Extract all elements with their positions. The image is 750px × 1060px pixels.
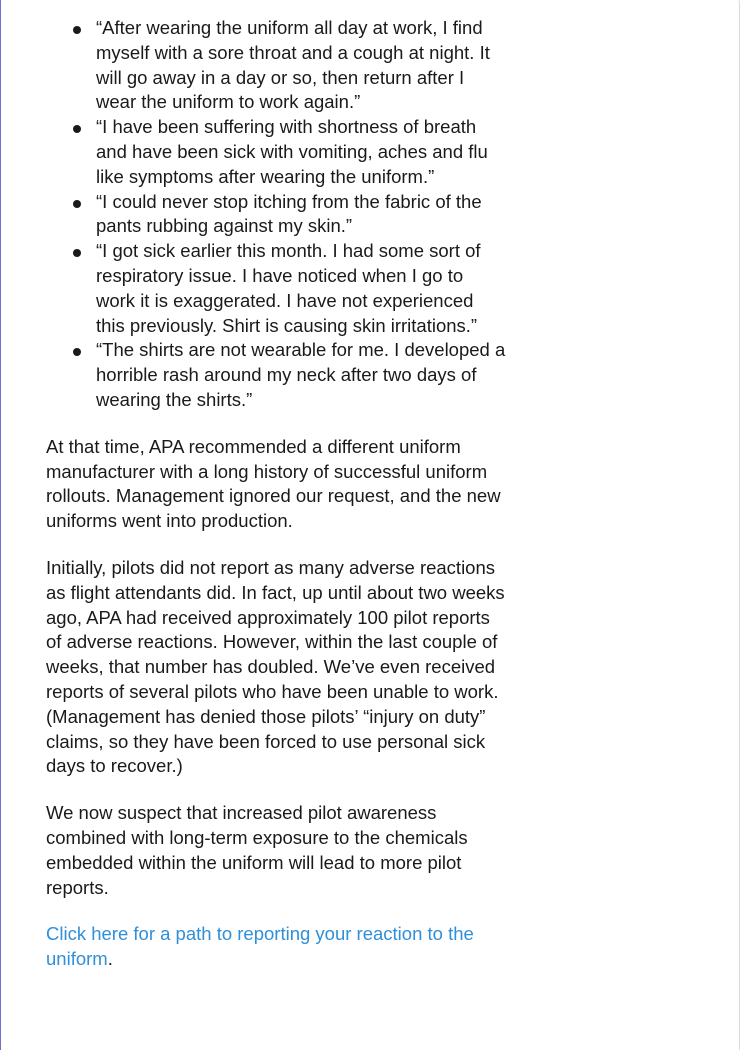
quote-text: “I could never stop itching from the fabric of the pants rubbing against my skin.” [96, 190, 482, 237]
paragraph-suspicion: We now suspect that increased pilot awareness combined with long-term exposure to the chemicals embedded within the uniform will lead to more pilot reports. [46, 802, 468, 898]
quote-text: “The shirts are not wearable for me. I developed a horrible rash around my neck after two days of wearing the shirts.” [96, 339, 506, 410]
list-item [96, 338, 506, 412]
paragraph-pilot-reports: Initially, pilots did not report as many adverse reactions as flight attendants did. In fact, up until about two weeks ago, APA had received approximately 100 pilot reports of adverse reactions. However, within the last couple of weeks, that number has doubled. We’ve even received reports of several pilots who have been unable to work. (Management has denied those pilots’ “injury on duty” claims, so they have been forced to use personal sick days to recover.) [46, 556, 505, 777]
list-item [96, 239, 506, 338]
report-reaction-link[interactable]: Click here for a path to reporting your reaction to the uniform [46, 923, 474, 970]
list-item [96, 190, 506, 240]
bullet-icon [73, 348, 81, 356]
list-item [96, 115, 506, 189]
quote-text: “I have been suffering with shortness of breath and have been sick with vomiting, aches and flu like symptoms after wearing the uniform.” [96, 116, 488, 187]
link-trailing-period: . [107, 948, 113, 970]
bullet-icon [73, 26, 81, 34]
email-body [46, 16, 506, 972]
list-item [96, 16, 506, 115]
report-link-paragraph [46, 922, 506, 972]
quote-list [46, 16, 506, 413]
bullet-icon [73, 200, 81, 208]
bullet-icon [73, 249, 81, 257]
paragraph-manufacturer: At that time, APA recommended a different uniform manufacturer with a long history of successful uniform rollouts. Management ignored our request, and the new uniforms went into production. [46, 435, 501, 532]
bullet-icon [73, 125, 81, 133]
quote-text: “After wearing the uniform all day at work, I find myself with a sore throat and a cough at night. It will go away in a day or so, then return after I wear the uniform to work again.” [96, 17, 490, 113]
quote-text: “I got sick earlier this month. I had some sort of respiratory issue. I have noticed when I go to work it is exaggerated. I have not experienced this previously. Shirt is causing skin irritations.” [96, 240, 481, 336]
